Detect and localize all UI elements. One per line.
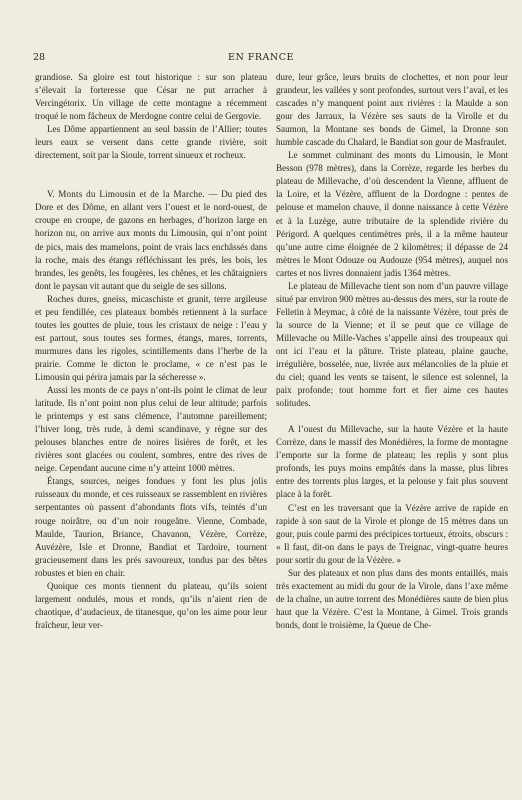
paragraph: Les Dôme appartiennent au seul bassin de l’Allier; toutes leurs eaux se versent dans cette grande rivière, soit directement, soit par la Sioule, torrent sinueux et rocheux. [35,124,267,161]
paragraph: Quoique ces monts tiennent du plateau, qu’ils soient largement ondulés, mous et ronds, qu’ils n’aient rien de chaotique, d’audacieux, de titanesque, qu’on les aime pour leur fraîcheur, leur ver- [35,580,267,630]
paragraph: grandiose. Sa gloire est tout historique : sur son plateau s’élevait la forteresse que César ne put arracher à Vercingétorix. Un village de cette montagne a récemment troqué le nom fâcheux de Merdogne contre celui de Gergovie. [35,72,267,122]
paragraph: Le sommet culminant des monts du Limousin, le Mont Besson (978 mètres), dans la Corrèze, regarde les herbes du plateau de Millevache, d’où descendent la Vienne, affluent de la Loire, et la Vézère, affluent de la Dordogne : pentes de pelouse et mamelon chauve, il donne naissance à cette Vézère et à la Luzège, autre tributaire de la splendide rivière du Périgord. A quelques centimètres près, il a la même hauteur qu’une autre cime éloignée de 2 kilomètres; il dépasse de 24 mètres le Mont Odouze ou Audouze (954 mètres), auquel nos cartes et nos livres donnaient jadis 1364 mètres. [276,150,508,278]
paragraph: Sur des plateaux et non plus dans des monts entaillés, mais très exactement au midi du gour de la Virole, dans l’axe même de la chaîne, un autre torrent des Monédières saute de bien plus haut que la Vézère. C’est la Montane, à Gimel. Trois grands bonds, dont le troisième, la Queue de Che- [276,567,508,630]
left-column [35,71,267,632]
paragraph: dure, leur grâce, leurs bruits de clochettes, et non pour leur grandeur, les vallées y sont profondes, surtout vers l’aval, et les cascades n’y manquent point aux rivières : la Maulde a son gour des Jarraux, la Vézère ses sauts de la Virolle et du Saumon, la Montane ses bonds de Gimel, la Dronne son humble cascade du Chalard, le Bandiat son gour de Masfraulet. [276,72,508,148]
paragraph: C’est en les traversant que la Vézère arrive de rapide en rapide à son saut de la Virole et plonge de 15 mètres dans un gour, puis coule parmi des précipices tortueux, étroits, obscurs : « Il faut, dit-on dans le pays de Treignac, vingt-quatre heures pour sortir du gour de la Vézère. » [276,502,508,565]
paragraph: Étangs, sources, neiges fondues y font les plus jolis ruisseaux du monde, et ces ruisseaux se rassemblent en rivières serpentantes où passent d’abondants flots vifs, teintés d’un rouge noirâtre, ou d’un noir rougeâtre. Vienne, Combade, Maulde, Taurion, Briance, Chavanon, Vézère, Corrèze, Auvézère, Isle et Dronne, Bandiat et Tardoire, tournent gracieusement dans les prés savoureux, tondus par des bêtes robustes et bien en chair. [35,476,267,578]
running-header [0,52,522,66]
paragraph: A l’ouest du Millevache, sur la haute Vézère et la haute Corrèze, dans le massif des Monédières, la forme de montagne l’emporte sur la forme de plateau; les replis y sont plus profonds, les puys moins empâtés dans la masse, plus libres entre des torrents plus larges, et la pelouse y fait plus souvent place à la forêt. [276,424,508,500]
right-column [276,71,508,632]
section-heading-paragraph [35,188,267,292]
paragraph: Roches dures, gneiss, micaschiste et granit, terre argileuse et peu fendillée, ces plateaux bombés retiennent à la surface toutes les gouttes de pluie, tous les cristaux de neige : l’eau y est partout, sous toutes ses formes, étangs, mares, torrents, murmures dans les rigoles, scintillements dans l’herbe de la prairie. Comme le dicton le proclame, « ce n’est pas le Limousin qui périra jamais par la sécheresse ». [35,293,267,382]
paragraph: Le plateau de Millevache tient son nom d’un pauvre village situé par environ 900 mètres au-dessus des mers, sur la route de Felletin à Meymac, à côté de la naissante Vézère, tout près de la source de la Vienne; et il se peut que ce village de Millevache ou Mille-Vaches s’appelle ainsi des troupeaux qui ont ici l’eau et la pâture. Triste plateau, plaine gauche, irrégulière, bosselée, nue, livrée aux mélancolies de la pluie et du ciel; quand les vents se taisent, le silence est solennel, la paix profonde; tout homme fort et fier aime ces hautes solitudes. [276,280,508,409]
section-title: Monts du Limousin et de la Marche. [58,189,205,200]
running-title: EN FRANCE [228,52,294,63]
section-text: — Du pied des Dore et des Dôme, en allant vers l’ouest et le nord-ouest, de croupe en croupe, de gazons en herbages, d’horizon large en horizon nu, on arrive aux monts du Limousin, qui n’ont point de pics, mais des mamelons, point de vrais lacs enchâssés dans la roche, mais des étangs réfléchissant les prés, les bois, les brandes, les genêts, les fougères, les chênes, et les châtaigniers dont le paysan vit autant que du seigle de ses sillons. [35,189,267,291]
page-number: 28 [33,52,46,63]
section-number: V. [47,189,55,200]
paragraph: Aussi les monts de ce pays n’ont-ils point le climat de leur latitude. Ils n’ont point non plus celui de leur altitude; parfois le printemps y est sans clémence, l’automne pareillement; l’hiver long, très rude, à demi scandinave, y règne sur des pelouses blanches entre de noires lisières de forêt, et les rivières sont glacées ou coulent, sombres, entre des rives de neige. Cependant aucune cime n’y atteint 1000 mètres. [35,385,267,474]
